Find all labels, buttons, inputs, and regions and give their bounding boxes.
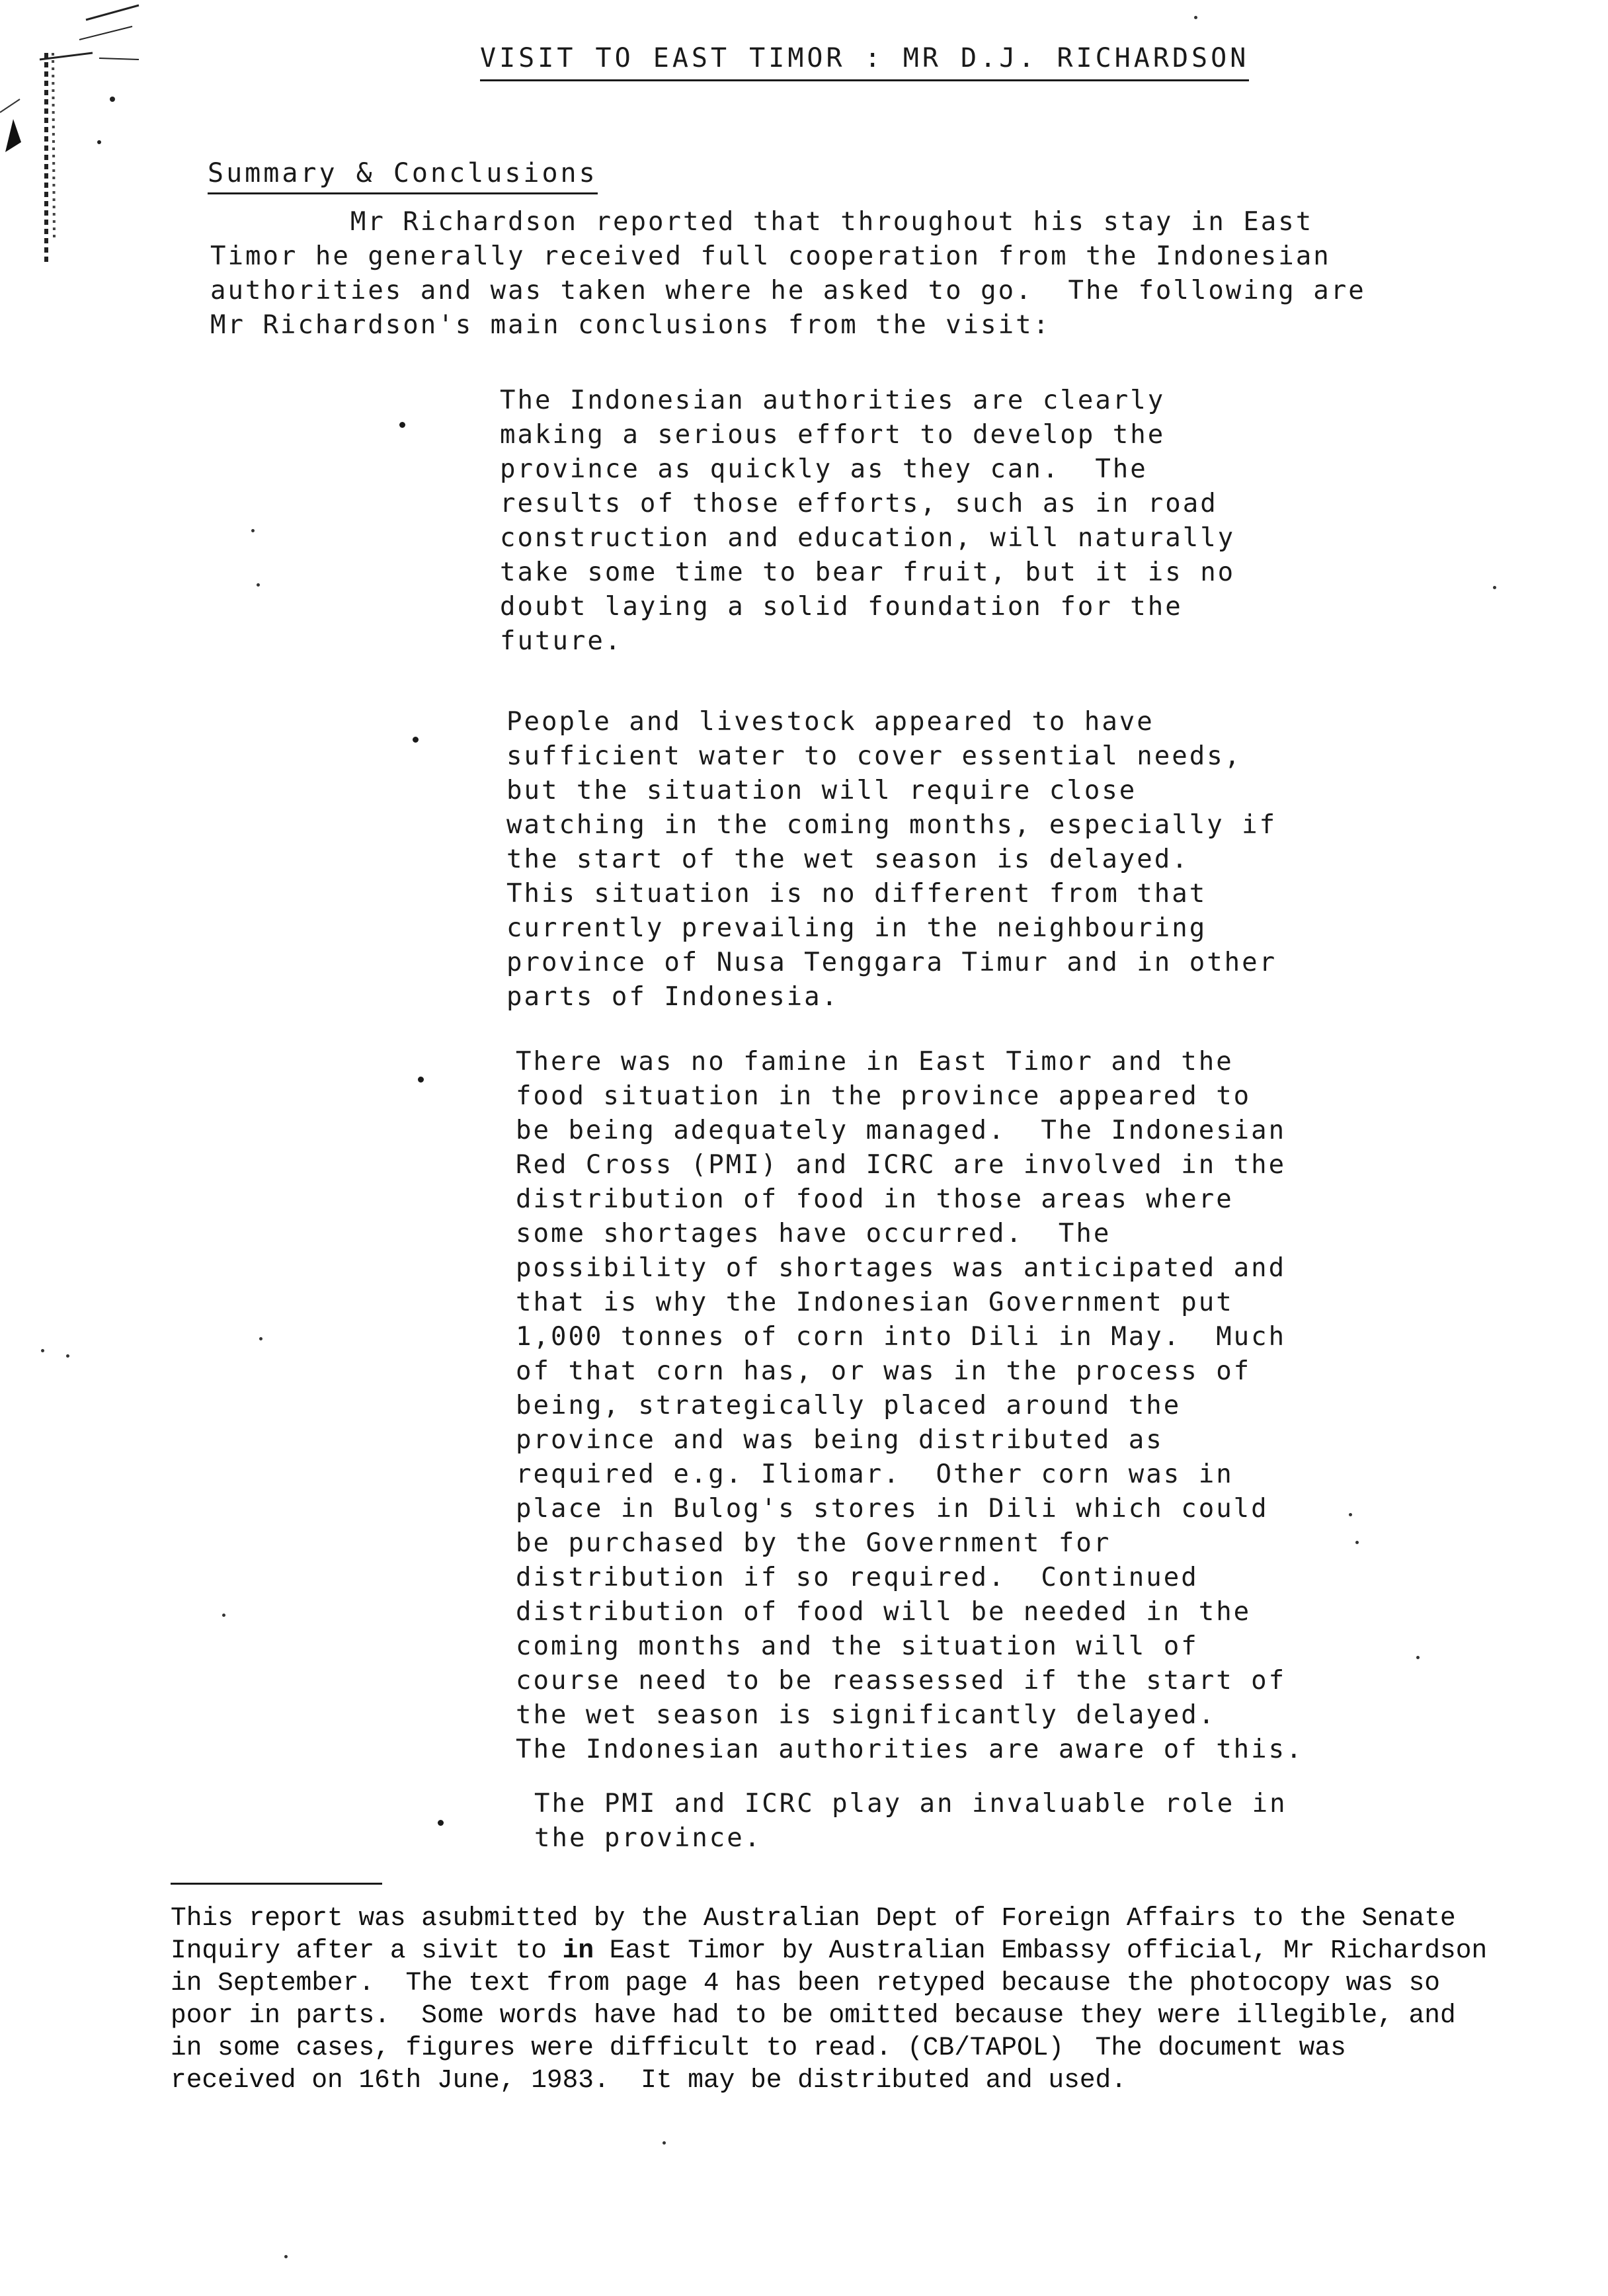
- bullet-line: results of those efforts, such as in road: [500, 489, 1218, 518]
- bullet-line: but the situation will require close: [506, 776, 1137, 805]
- bullet-marker: [413, 737, 419, 743]
- footnote-line: [171, 1934, 1592, 1967]
- footnote-line: received on 16th June, 1983. It may be distributed and used.: [171, 2065, 1127, 2095]
- staple-mark: [0, 0, 159, 278]
- bullet-line: being, strategically placed around the: [516, 1391, 1182, 1420]
- bullet-line: This situation is no different from that: [506, 879, 1207, 909]
- footnote-rule: [171, 1883, 382, 1885]
- document-title: VISIT TO EAST TIMOR : MR D.J. RICHARDSON: [480, 38, 1249, 81]
- footnote-line: This report was asubmitted by the Australian Dept of Foreign Affairs to the Senate: [171, 1903, 1456, 1933]
- bullet-paragraph-4: [534, 1787, 1287, 1856]
- intro-line: Mr Richardson reported that throughout his stay in East: [210, 207, 1314, 237]
- scan-speck: [663, 2141, 666, 2145]
- bullet-line: doubt laying a solid foundation for the: [500, 592, 1183, 622]
- bullet-line: the start of the wet season is delayed.: [506, 844, 1189, 874]
- bullet-line: some shortages have occurred. The: [516, 1219, 1111, 1249]
- bullet-line: The Indonesian authorities are aware of this.: [516, 1735, 1304, 1764]
- bullet-line: distribution if so required. Continued: [516, 1563, 1199, 1592]
- bullet-line: food situation in the province appeared to: [516, 1081, 1252, 1111]
- bullet-line: place in Bulog's stores in Dili which could: [516, 1494, 1269, 1524]
- intro-line: authorities and was taken where he asked to go. The following are: [210, 276, 1366, 306]
- bullet-line: course need to be reassessed if the start of: [516, 1666, 1287, 1696]
- bullet-line: be purchased by the Government for: [516, 1528, 1111, 1558]
- bullet-line: coming months and the situation will of: [516, 1631, 1199, 1661]
- bullet-line: the wet season is significantly delayed.: [516, 1700, 1217, 1730]
- bullet-line: province of Nusa Tenggara Timur and in other: [506, 948, 1277, 977]
- bullet-line: making a serious effort to develop the: [500, 420, 1166, 450]
- bullet-line: parts of Indonesia.: [506, 982, 840, 1012]
- bullet-line: distribution of food in those areas where: [516, 1184, 1234, 1214]
- bullet-marker: [399, 422, 405, 428]
- scan-speck: [1355, 1541, 1359, 1544]
- bullet-line: that is why the Indonesian Government put: [516, 1288, 1234, 1317]
- scan-speck: [66, 1354, 69, 1358]
- scan-speck: [222, 1614, 225, 1617]
- scan-speck: [284, 2255, 288, 2258]
- bullet-line: Red Cross (PMI) and ICRC are involved in the: [516, 1150, 1287, 1180]
- footnote-line: poor in parts. Some words have had to be omitted because they were illegible, and: [171, 2000, 1456, 2030]
- bullet-line: future.: [500, 626, 623, 656]
- scan-speck: [251, 529, 255, 532]
- section-heading: Summary & Conclusions: [208, 154, 598, 194]
- bullet-line: The PMI and ICRC play an invaluable role in: [534, 1789, 1287, 1819]
- bullet-line: construction and education, will naturally: [500, 523, 1236, 553]
- bullet-line: sufficient water to cover essential needs,: [506, 741, 1242, 771]
- bullet-line: province as quickly as they can. The: [500, 454, 1148, 484]
- bullet-paragraph-3: [516, 1045, 1304, 1767]
- scan-speck: [41, 1349, 44, 1352]
- bullet-line: required e.g. Iliomar. Other corn was in: [516, 1459, 1234, 1489]
- footnote-line: in some cases, figures were difficult to read. (CB/TAPOL) The document was: [171, 2033, 1346, 2063]
- bullet-paragraph-1: [500, 384, 1235, 659]
- intro-line: Mr Richardson's main conclusions from the visit:: [210, 310, 1051, 340]
- scan-speck: [1349, 1513, 1352, 1516]
- intro-paragraph: [210, 205, 1586, 343]
- bullet-line: possibility of shortages was anticipated and: [516, 1253, 1287, 1283]
- scan-speck: [1493, 586, 1496, 589]
- bullet-marker: [418, 1077, 424, 1083]
- bullet-line: People and livestock appeared to have: [506, 707, 1154, 737]
- scan-speck: [259, 1337, 262, 1340]
- bullet-line: of that corn has, or was in the process of: [516, 1356, 1252, 1386]
- bullet-line: the province.: [534, 1823, 762, 1853]
- bullet-line: take some time to bear fruit, but it is no: [500, 557, 1236, 587]
- footnote-line: in September. The text from page 4 has been retyped because the photocopy was so: [171, 1968, 1441, 1998]
- bullet-line: 1,000 tonnes of corn into Dili in May. Much: [516, 1322, 1287, 1352]
- bullet-line: There was no famine in East Timor and the: [516, 1047, 1234, 1077]
- bullet-marker: [438, 1820, 444, 1826]
- intro-line: Timor he generally received full cooperation from the Indonesian: [210, 241, 1331, 271]
- bullet-paragraph-2: [506, 705, 1277, 1014]
- bullet-line: watching in the coming months, especially if: [506, 810, 1277, 840]
- struck-over-word: in: [562, 1936, 594, 1965]
- bullet-line: distribution of food will be needed in the: [516, 1597, 1252, 1627]
- footnote: [171, 1902, 1592, 2096]
- footnote-text: Inquiry after a sivit to: [171, 1936, 563, 1965]
- bullet-line: be being adequately managed. The Indonesian: [516, 1116, 1287, 1145]
- scan-speck: [1194, 16, 1197, 19]
- bullet-line: province and was being distributed as: [516, 1425, 1164, 1455]
- scan-speck: [1416, 1656, 1420, 1659]
- scan-speck: [257, 583, 260, 587]
- bullet-line: The Indonesian authorities are clearly: [500, 386, 1166, 415]
- bullet-line: currently prevailing in the neighbouring: [506, 913, 1207, 943]
- footnote-text: East Timor by Australian Embassy official, Mr Richardson: [594, 1936, 1488, 1965]
